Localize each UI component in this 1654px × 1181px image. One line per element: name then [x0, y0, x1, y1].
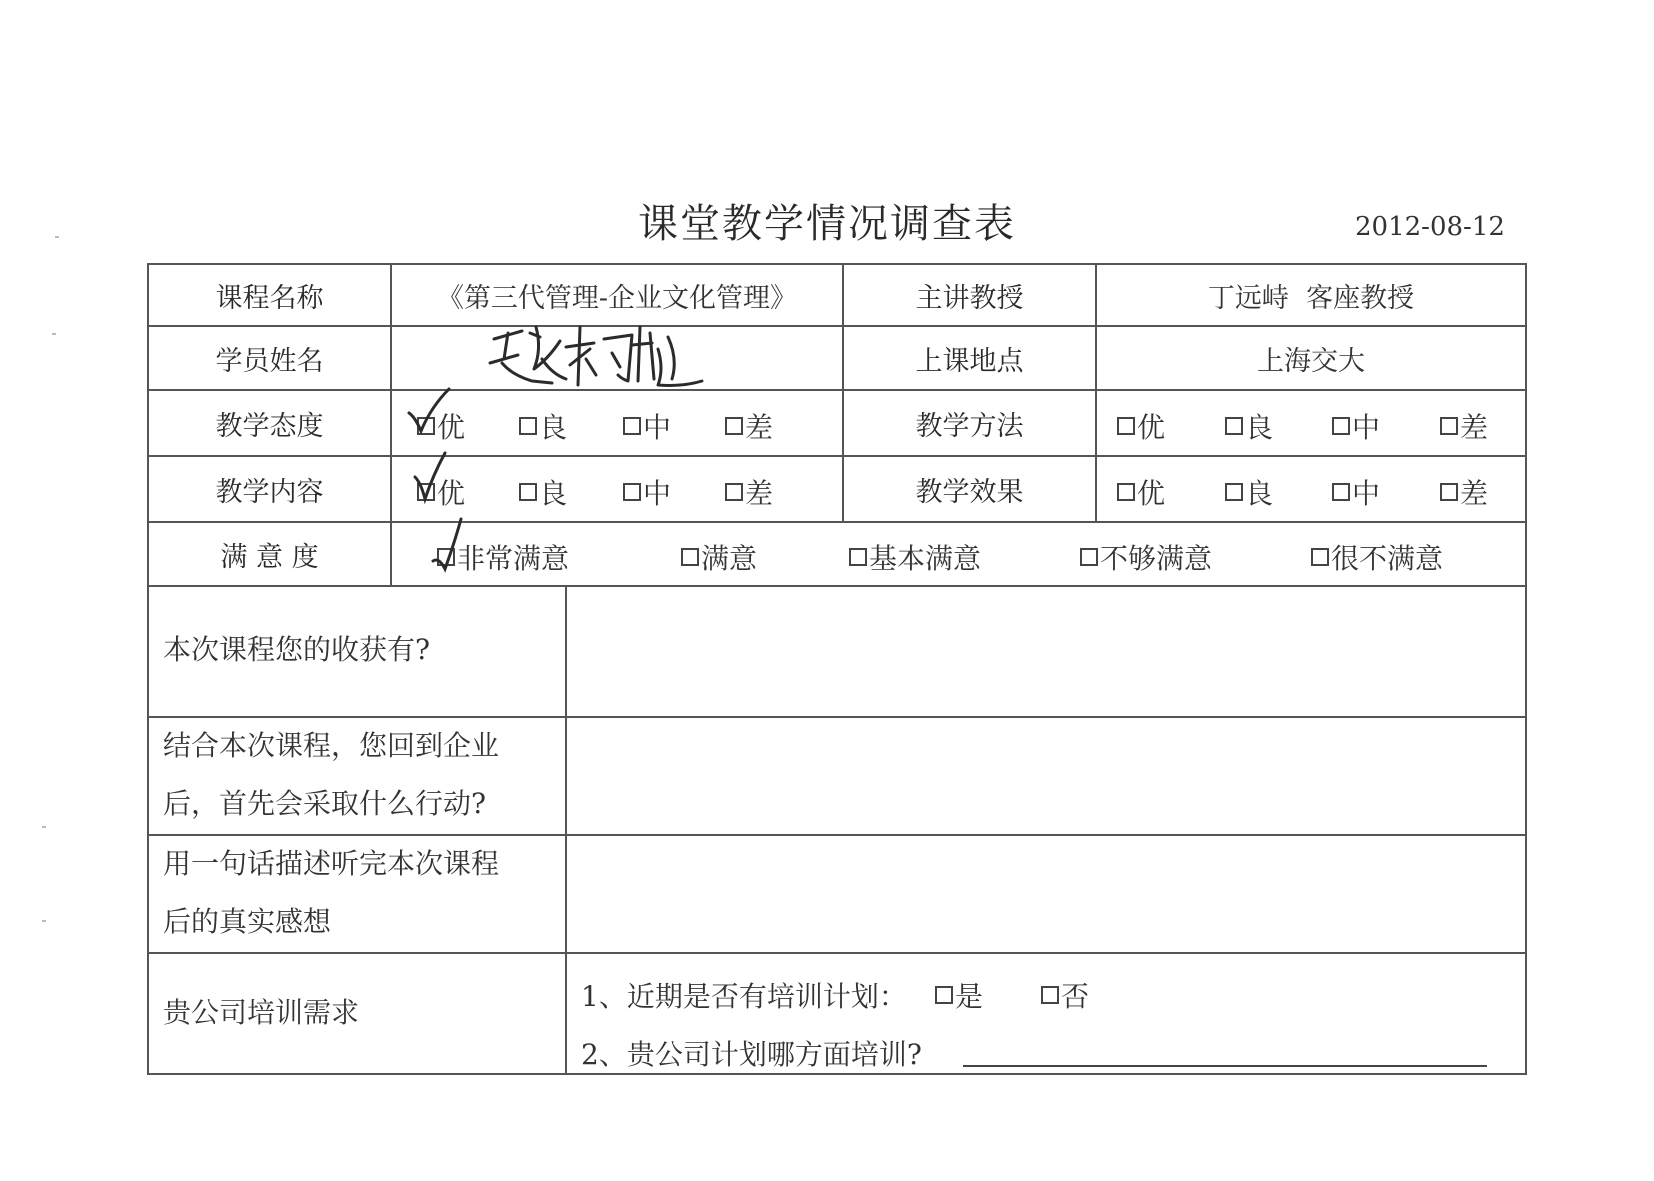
answer-feelings-field[interactable]	[567, 836, 1525, 952]
satisfaction-basically-satisfied[interactable]: 基本满意	[849, 537, 981, 577]
training-plan-yes[interactable]: 是	[935, 975, 983, 1015]
satisfaction-satisfied[interactable]: 满意	[681, 537, 757, 577]
checkbox-icon	[1332, 483, 1350, 501]
checkbox-icon	[519, 417, 537, 435]
question-training-needs: 贵公司培训需求	[163, 996, 360, 1029]
handwritten-signature	[482, 319, 712, 394]
content-option-poor[interactable]: 差	[725, 472, 773, 512]
question-feelings: 用一句话描述听完本次课程 后的真实感想	[163, 847, 500, 938]
content-option-medium[interactable]: 中	[623, 472, 671, 512]
checkbox-icon	[725, 417, 743, 435]
form-date: 2012-08-12	[1355, 212, 1505, 242]
training-plan-question: 1、近期是否有培训计划：	[581, 980, 907, 1013]
page-title: 课堂教学情况调查表	[638, 201, 1016, 247]
checkbox-icon	[1225, 483, 1243, 501]
student-label: 学员姓名	[215, 345, 324, 377]
student-name-field[interactable]	[392, 327, 842, 389]
content-option-good[interactable]: 良	[519, 472, 567, 512]
location-value: 上海交大	[1257, 345, 1365, 377]
checkbox-icon	[519, 483, 537, 501]
method-option-medium[interactable]: 中	[1332, 406, 1380, 446]
checkbox-icon	[1117, 417, 1135, 435]
scan-speck	[42, 826, 46, 828]
lecturer-name: 丁远峙 客座教授	[1207, 282, 1415, 314]
location-label: 上课地点	[915, 345, 1024, 377]
teaching-attitude-label: 教学态度	[215, 410, 324, 442]
checkbox-icon	[1225, 417, 1243, 435]
method-option-poor[interactable]: 差	[1440, 406, 1488, 446]
checkbox-icon	[623, 417, 641, 435]
satisfaction-very-dissatisfied[interactable]: 很不满意	[1311, 537, 1443, 577]
method-option-excellent[interactable]: 优	[1117, 406, 1165, 446]
effect-option-good[interactable]: 良	[1225, 472, 1273, 512]
satisfaction-label: 满 意 度	[220, 541, 319, 573]
checkbox-icon	[935, 986, 953, 1004]
training-area-question: 2、贵公司计划哪方面培训?	[581, 1038, 922, 1071]
training-area-answer-line[interactable]	[963, 1065, 1487, 1067]
teaching-effect-label: 教学效果	[915, 476, 1024, 508]
scan-speck	[52, 333, 56, 335]
answer-gains-field[interactable]	[567, 587, 1525, 716]
checkmark-icon	[411, 451, 471, 507]
effect-option-poor[interactable]: 差	[1440, 472, 1488, 512]
training-plan-no[interactable]: 否	[1041, 975, 1089, 1015]
survey-table	[147, 263, 1527, 1075]
checkbox-icon	[1117, 483, 1135, 501]
attitude-option-poor[interactable]: 差	[725, 406, 773, 446]
checkbox-icon	[1041, 986, 1059, 1004]
checkbox-icon	[1332, 417, 1350, 435]
answer-action-field[interactable]	[567, 718, 1525, 834]
teaching-content-label: 教学内容	[215, 476, 324, 508]
question-action: 结合本次课程，您回到企业 后，首先会采取什么行动?	[163, 729, 500, 820]
row-divider	[149, 952, 1525, 954]
checkbox-icon	[681, 548, 699, 566]
effect-option-medium[interactable]: 中	[1332, 472, 1380, 512]
checkbox-icon	[623, 483, 641, 501]
course-label: 课程名称	[215, 282, 324, 314]
checkbox-icon	[1080, 548, 1098, 566]
checkbox-icon	[1311, 548, 1329, 566]
checkmark-icon	[405, 387, 465, 437]
attitude-option-excellent[interactable]: 优	[417, 406, 465, 446]
checkbox-icon	[1440, 483, 1458, 501]
lecturer-label: 主讲教授	[915, 282, 1024, 314]
checkbox-icon	[849, 548, 867, 566]
content-option-excellent[interactable]: 优	[417, 472, 465, 512]
checkbox-icon	[1440, 417, 1458, 435]
attitude-option-good[interactable]: 良	[519, 406, 567, 446]
teaching-method-label: 教学方法	[915, 410, 1024, 442]
effect-option-excellent[interactable]: 优	[1117, 472, 1165, 512]
satisfaction-not-enough[interactable]: 不够满意	[1080, 537, 1212, 577]
method-option-good[interactable]: 良	[1225, 406, 1273, 446]
satisfaction-very-satisfied[interactable]: 非常满意	[437, 537, 569, 577]
checkbox-icon	[725, 483, 743, 501]
checkmark-icon	[431, 517, 491, 573]
scan-speck	[55, 236, 59, 238]
attitude-option-medium[interactable]: 中	[623, 406, 671, 446]
question-gains: 本次课程您的收获有?	[163, 633, 431, 666]
course-name: 《第三代管理-企业文化管理》	[436, 282, 798, 314]
scan-speck	[42, 920, 46, 922]
